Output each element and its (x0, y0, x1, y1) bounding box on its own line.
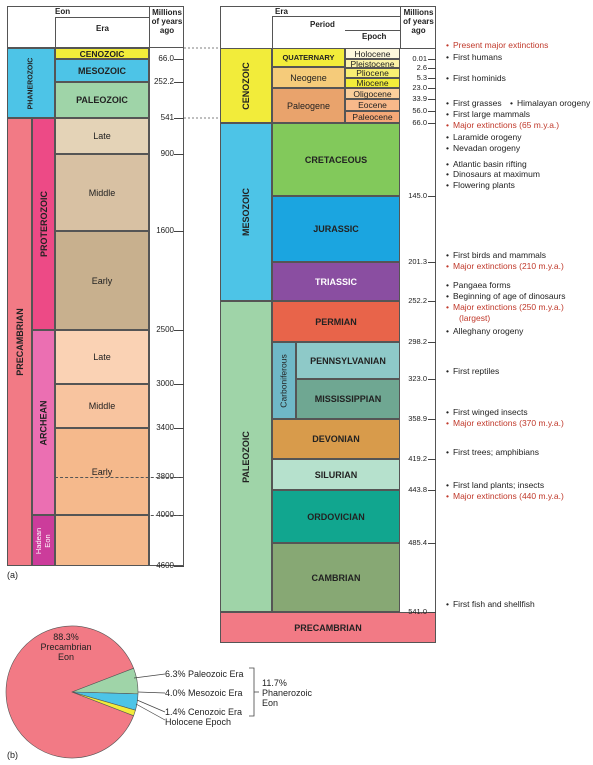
event-text: Major extinctions (65 m.y.a.) (452, 120, 560, 130)
right-tick-line (428, 459, 436, 460)
bullet-icon: • (446, 180, 449, 190)
eon-hadean: Hadean Eon (32, 515, 55, 566)
epoch-eocene: Eocene (345, 99, 400, 111)
event-item (446, 40, 548, 50)
bullet-icon: • (446, 250, 449, 260)
right-tick-label: 5.3 (416, 73, 427, 82)
right-tick-label: 419.2 (408, 454, 427, 463)
pie-label-paleozoic: 6.3% Paleozoic Era (165, 669, 244, 679)
left-tick-label: 4600 (156, 561, 174, 570)
bullet-icon: • (446, 491, 449, 501)
event-item (446, 447, 539, 457)
right-tick-label: 485.4 (408, 538, 427, 547)
panel-a-label: (a) (7, 570, 18, 580)
period-neogene: Neogene (272, 67, 345, 88)
era-early-proterozoic: Early (55, 231, 149, 330)
bullet-icon: • (510, 98, 513, 108)
left-tick-label: 541 (160, 113, 174, 122)
right-tick-line (428, 78, 436, 79)
bullet-icon: • (446, 143, 449, 153)
eon-proterozoic: PROTEROZOIC (32, 118, 55, 330)
bullet-icon: • (446, 120, 449, 130)
event-item (446, 418, 564, 428)
event-item (446, 143, 520, 153)
era-paleozoic: PALEOZOIC (55, 82, 149, 118)
epoch-pliocene: Pliocene (345, 68, 400, 78)
period-triassic: TRIASSIC (272, 262, 400, 301)
bullet-icon: • (446, 261, 449, 271)
epoch-oligocene: Oligocene (345, 88, 400, 99)
right-tick-line (428, 68, 436, 69)
left-tick-label: 3000 (156, 379, 174, 388)
pie-label-mesozoic: 4.0% Mesozoic Era (165, 688, 243, 698)
bullet-icon: • (446, 418, 449, 428)
right-tick-label: 323.0 (408, 374, 427, 383)
eon-archean: ARCHEAN (32, 330, 55, 515)
right-tick-label: 0.01 (412, 54, 427, 63)
left-header-ma: Millions of years ago (151, 8, 183, 35)
pie-label-holocene: Holocene Epoch (165, 717, 232, 727)
event-text: Present major extinctions (452, 40, 549, 50)
right-era-cenozoic: CENOZOIC (220, 48, 272, 123)
bullet-icon: • (446, 169, 449, 179)
right-tick-line (428, 379, 436, 380)
bullet-icon: • (446, 302, 449, 312)
era-early-archean: Early (55, 428, 149, 515)
left-header-era: Era (96, 24, 109, 33)
event-item (446, 120, 559, 130)
event-item (446, 132, 522, 142)
bullet-icon: • (446, 366, 449, 376)
right-header-ma: Millions of years ago (403, 8, 434, 35)
event-item (446, 480, 544, 490)
event-text: First grasses (452, 98, 502, 108)
bullet-icon: • (446, 52, 449, 62)
event-text: First fish and shellfish (452, 599, 535, 609)
event-item (446, 366, 499, 376)
period-permian: PERMIAN (272, 301, 400, 342)
event-text: Major extinctions (440 m.y.a.) (452, 491, 564, 501)
pie-label-cenozoic: 1.4% Cenozoic Era (165, 707, 243, 717)
event-item (446, 98, 502, 108)
pie-leader-line (138, 692, 165, 693)
right-tick-label: 56.0 (412, 106, 427, 115)
right-tick-line (428, 111, 436, 112)
left-header-eon: Eon (55, 7, 71, 16)
right-tick-line (428, 612, 436, 613)
epoch-miocene: Miocene (345, 78, 400, 88)
eon-phanerozoic: PHANEROZOIC (7, 48, 55, 118)
right-tick-label: 358.9 (408, 414, 427, 423)
right-header-period: Period (310, 20, 335, 29)
right-tick-line (428, 419, 436, 420)
event-text: Flowering plants (452, 180, 515, 190)
event-item (446, 250, 546, 260)
pie-leader-line (136, 704, 165, 720)
event-text: Major extinctions (210 m.y.a.) (452, 261, 564, 271)
pie-label-phanerozoic: 11.7% Phanerozoic Eon (262, 678, 313, 708)
event-text: (largest) (459, 313, 491, 323)
era-cenozoic: CENOZOIC (55, 48, 149, 59)
event-item (446, 52, 502, 62)
event-text: Major extinctions (370 m.y.a.) (452, 418, 564, 428)
right-tick-line (428, 59, 436, 60)
left-tick-label: 2500 (156, 325, 174, 334)
event-text: First hominids (452, 73, 506, 83)
pie-leader-line (134, 674, 165, 678)
right-header-era: Era (275, 7, 288, 16)
left-tick-label: 3400 (156, 423, 174, 432)
period-jurassic: JURASSIC (272, 196, 400, 262)
right-era-mesozoic: MESOZOIC (220, 123, 272, 301)
bullet-icon: • (446, 599, 449, 609)
bullet-icon: • (446, 280, 449, 290)
pie-label-precambrian: 88.3% Precambrian Eon (40, 632, 92, 662)
period-mississippian: MISSISSIPPIAN (296, 379, 400, 419)
right-tick-label: 541.0 (408, 607, 427, 616)
right-tick-line (428, 342, 436, 343)
epoch-paleocene: Paleocene (345, 111, 400, 123)
bullet-icon: • (446, 132, 449, 142)
right-tick-label: 298.2 (408, 337, 427, 346)
event-item (446, 180, 515, 190)
epoch-holocene: Holocene (345, 48, 400, 59)
period-precambrian: PRECAMBRIAN (220, 612, 436, 643)
event-item (446, 261, 564, 271)
bullet-icon: • (446, 98, 449, 108)
period-cambrian: CAMBRIAN (272, 543, 400, 612)
event-item (510, 98, 590, 108)
left-tick-label: 66.0 (158, 54, 174, 63)
left-tick-label: 1600 (156, 226, 174, 235)
event-item (446, 599, 535, 609)
right-tick-line (428, 543, 436, 544)
period-pennsylvanian: PENNSYLVANIAN (296, 342, 400, 379)
panel-b-label: (b) (7, 750, 18, 760)
period-carboniferous: Carboniferous (272, 342, 296, 419)
right-tick-line (428, 301, 436, 302)
event-text: First reptiles (452, 366, 500, 376)
right-tick-line (428, 262, 436, 263)
event-text: Major extinctions (250 m.y.a.) (452, 302, 564, 312)
period-ordovician: ORDOVICIAN (272, 490, 400, 543)
right-tick-label: 66.0 (412, 118, 427, 127)
bullet-icon: • (446, 159, 449, 169)
right-tick-line (428, 123, 436, 124)
event-item (446, 407, 528, 417)
epoch-pleistocene: Pleistocene (345, 59, 400, 68)
event-item (446, 302, 564, 312)
event-item (446, 491, 564, 501)
event-text: Pangaea forms (452, 280, 511, 290)
right-era-paleozoic: PALEOZOIC (220, 301, 272, 612)
event-item (446, 159, 527, 169)
era-late-proterozoic: Late (55, 118, 149, 154)
right-header-epoch: Epoch (362, 32, 387, 41)
right-tick-label: 33.9 (412, 94, 427, 103)
right-tick-line (428, 490, 436, 491)
event-item (446, 291, 565, 301)
eon-precambrian: PRECAMBRIAN (7, 118, 32, 566)
period-paleogene: Paleogene (272, 88, 345, 123)
right-tick-line (428, 196, 436, 197)
left-tick-label: 900 (160, 149, 174, 158)
bullet-icon: • (446, 480, 449, 490)
event-text: Laramide orogeny (452, 132, 522, 142)
event-text: First trees; amphibians (452, 447, 539, 457)
event-item (446, 280, 511, 290)
left-tick-label: 3800 (156, 472, 174, 481)
left-tick-label: 252.2 (153, 77, 174, 86)
era-mesozoic: MESOZOIC (55, 59, 149, 82)
bullet-icon: • (446, 447, 449, 457)
right-tick-line (428, 88, 436, 89)
event-item (446, 169, 540, 179)
event-text: Himalayan orogeny (516, 98, 591, 108)
event-text: Alleghany orogeny (452, 326, 524, 336)
event-text: First winged insects (452, 407, 528, 417)
event-text: Atlantic basin rifting (452, 159, 527, 169)
period-quaternary: QUATERNARY (272, 48, 345, 67)
right-tick-label: 2.6 (416, 63, 427, 72)
event-text: Dinosaurs at maximum (452, 169, 540, 179)
pie-leader-line (137, 700, 165, 712)
era-middle-archean: Middle (55, 384, 149, 428)
phanerozoic-bracket (248, 667, 260, 717)
right-tick-label: 23.0 (412, 83, 427, 92)
event-text: First large mammals (452, 109, 530, 119)
era-middle-proterozoic: Middle (55, 154, 149, 231)
left-tick-label: 4000 (156, 510, 174, 519)
event-item (446, 326, 523, 336)
event-text: First birds and mammals (452, 250, 547, 260)
right-tick-label: 443.8 (408, 485, 427, 494)
bullet-icon: • (446, 407, 449, 417)
right-tick-label: 252.2 (408, 296, 427, 305)
event-item (455, 313, 490, 323)
bullet-icon: • (446, 326, 449, 336)
event-text: Beginning of age of dinosaurs (452, 291, 566, 301)
period-devonian: DEVONIAN (272, 419, 400, 459)
period-silurian: SILURIAN (272, 459, 400, 490)
event-item (446, 73, 506, 83)
bullet-icon: • (446, 109, 449, 119)
event-text: First humans (452, 52, 503, 62)
bullet-icon: • (446, 73, 449, 83)
right-tick-line (428, 99, 436, 100)
event-text: Nevadan orogeny (452, 143, 521, 153)
bullet-icon: • (446, 40, 449, 50)
bullet-icon: • (446, 291, 449, 301)
period-cretaceous: CRETACEOUS (272, 123, 400, 196)
right-tick-label: 201.3 (408, 257, 427, 266)
era-late-archean: Late (55, 330, 149, 384)
right-tick-label: 145.0 (408, 191, 427, 200)
event-text: First land plants; insects (452, 480, 545, 490)
event-item (446, 109, 530, 119)
